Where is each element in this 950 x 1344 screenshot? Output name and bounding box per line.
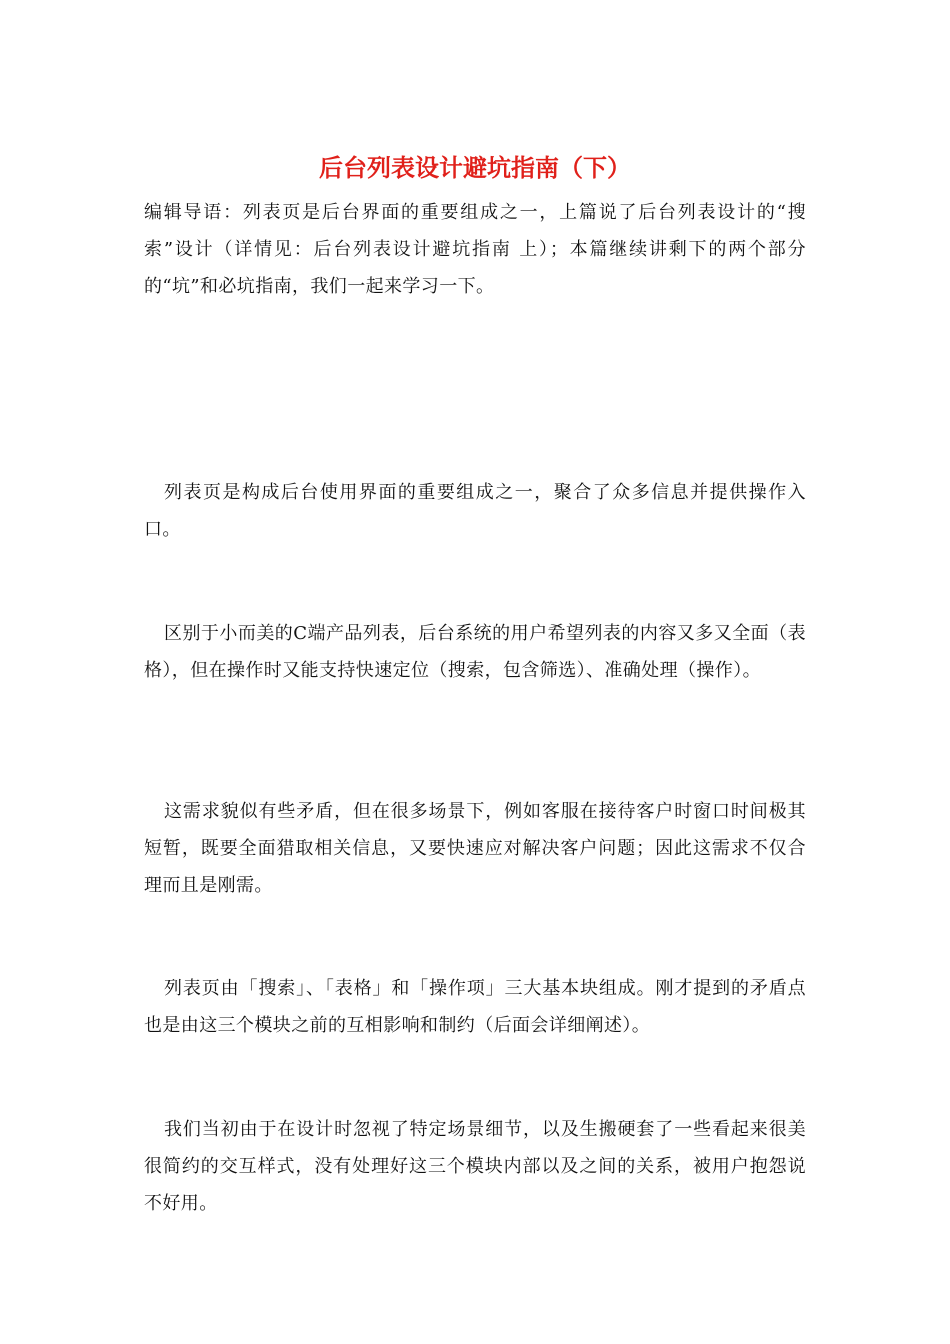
paragraph-2: 区别于小而美的C端产品列表，后台系统的用户希望列表的内容又多又全面（表格），但在操作时又能支持快速定位（搜索，包含筛选）、准确处理（操作）。	[144, 623, 806, 681]
paragraph-3: 这需求貌似有些矛盾，但在很多场景下，例如客服在接待客户时窗口时间极其短暂，既要全面猎取相关信息，又要快速应对解决客户问题；因此这需求不仅合理而且是刚需。	[144, 801, 806, 896]
paragraph-1: 列表页是构成后台使用界面的重要组成之一，聚合了众多信息并提供操作入口。	[144, 482, 806, 540]
paragraph-4: 列表页由「搜索」、「表格」和「操作项」三大基本块组成。刚才提到的矛盾点也是由这三个模块之前的互相影响和制约（后面会详细阐述）。	[144, 978, 806, 1036]
editor-intro: 编辑导语：列表页是后台界面的重要组成之一，上篇说了后台列表设计的“搜索”设计（详情见：后台列表设计避坑指南 上）；本篇继续讲剩下的两个部分的“坑”和必坑指南，我们一起来学习一下。	[144, 202, 806, 297]
paragraph-5: 我们当初由于在设计时忽视了特定场景细节，以及生搬硬套了一些看起来很美很简约的交互样式，没有处理好这三个模块内部以及之间的关系，被用户抱怨说不好用。	[144, 1119, 806, 1214]
document-title: 后台列表设计避坑指南（下）	[319, 154, 631, 182]
